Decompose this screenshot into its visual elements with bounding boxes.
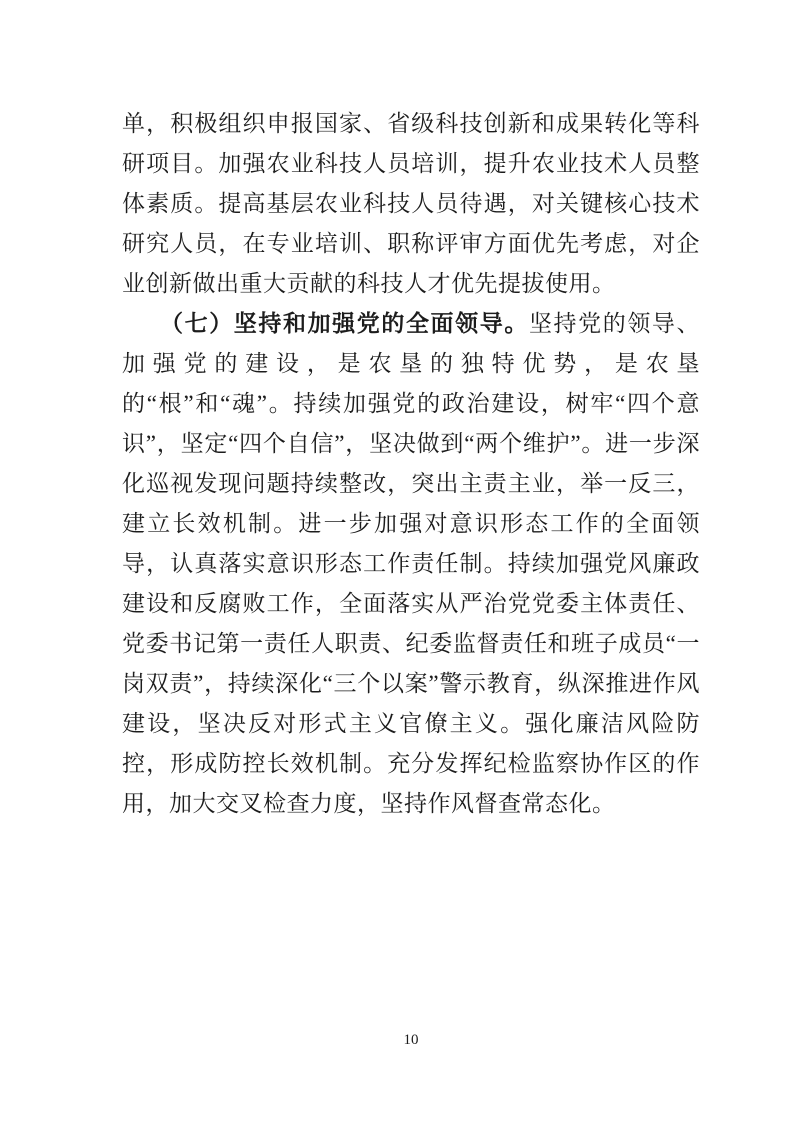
document-body (122, 104, 700, 824)
page-number: 10 (403, 1032, 419, 1048)
paragraph-text: 坚持党的领导、加强党的建设，是农垦的独特优势，是农垦的“根”和“魂”。持续加强党的政治建设，树牢“四个意识”，坚定“四个自信”，坚决做到“两个维护”。进一步深化巡视发现问题持续整改，突出主责主业，举一反三，建立长效机制。进一步加强对意识形态工作的全面领导，认真落实意识形态工作责任制。持续加强党风廉政建设和反腐败工作，全面落实从严治党党委主体责任、党委书记第一责任人职责、纪委监督责任和班子成员“一岗双责”，持续深化“三个以案”警示教育，纵深推进作风建设，坚决反对形式主义官僚主义。强化廉洁风险防控，形成防控长效机制。充分发挥纪检监察协作区的作用，加大交叉检查力度，坚持作风督查常态化。 (122, 311, 701, 816)
paragraph-section-7 (122, 304, 700, 824)
paragraph-continuation (122, 104, 700, 304)
paragraph-text: 单，积极组织申报国家、省级科技创新和成果转化等科研项目。加强农业科技人员培训，提升农业技术人员整体素质。提高基层农业科技人员待遇，对关键核心技术研究人员，在专业培训、职称评审方面优先考虑，对企业创新做出重大贡献的科技人才优先提拔使用。 (122, 111, 700, 296)
page-footer (122, 1030, 700, 1050)
section-heading: （七）坚持和加强党的全面领导。 (160, 311, 529, 336)
